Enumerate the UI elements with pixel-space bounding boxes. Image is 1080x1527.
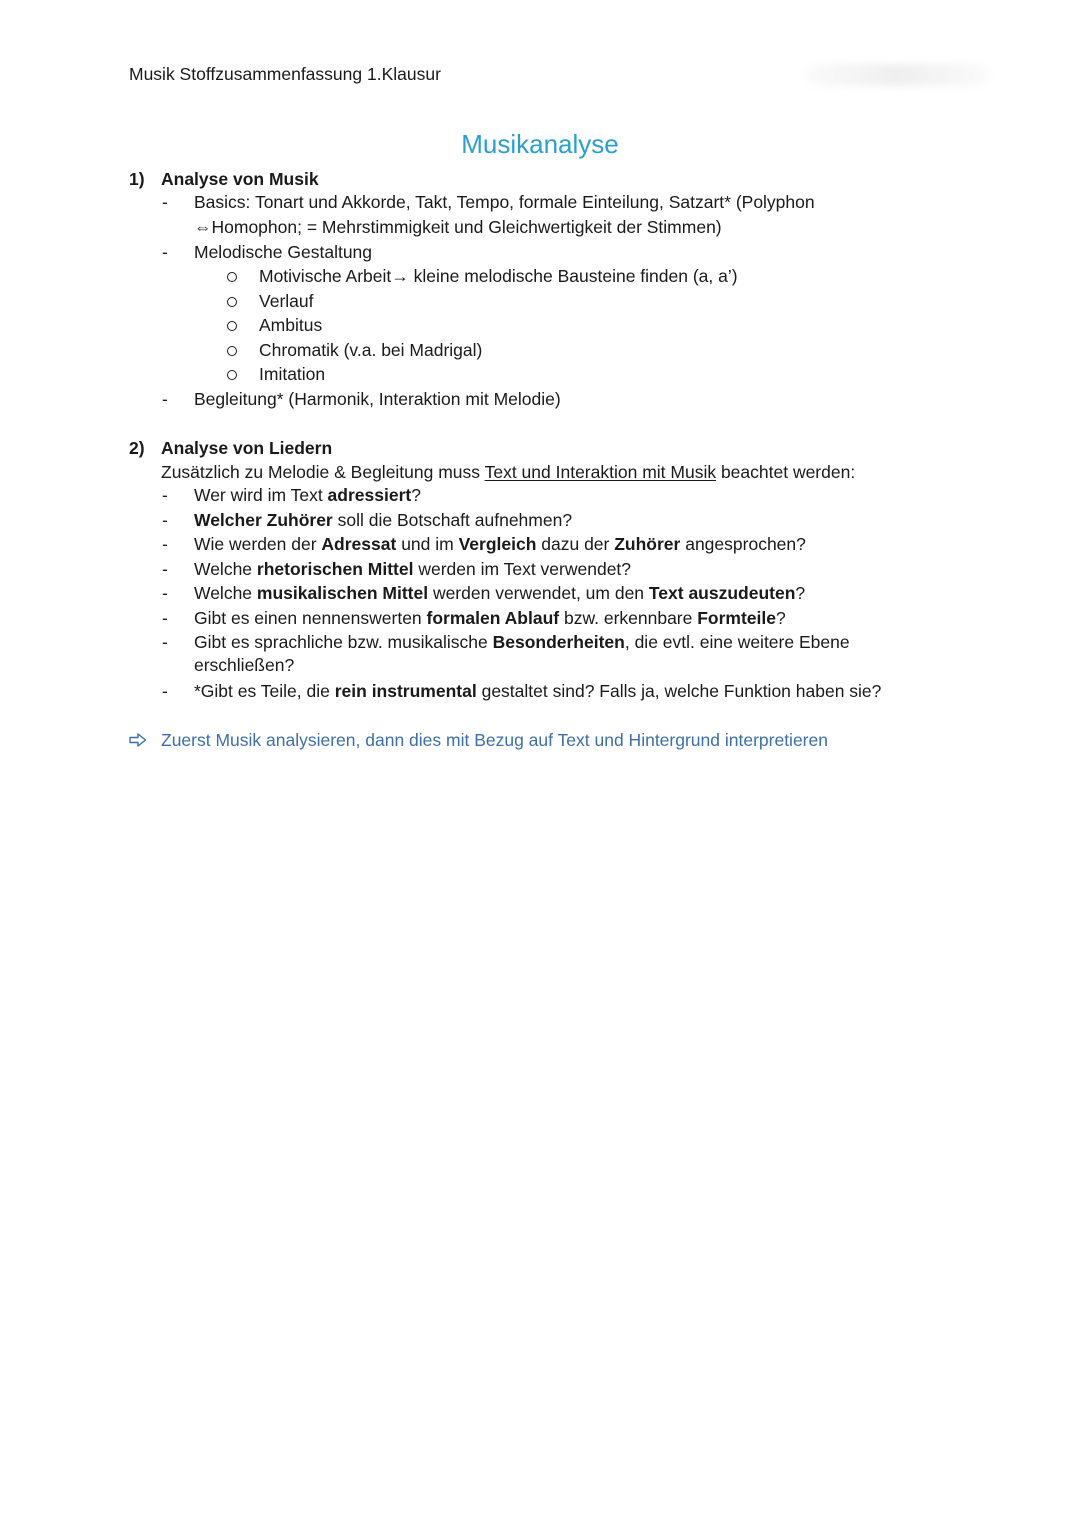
- list-item: Wer wird im Text adressiert?: [194, 485, 421, 505]
- circle-bullet-icon: [227, 370, 237, 380]
- section-number: 1): [129, 169, 145, 189]
- section-number: 2): [129, 438, 145, 458]
- list-dash: -: [162, 632, 168, 652]
- list-dash: -: [162, 608, 168, 628]
- conclusion-note: [129, 729, 828, 751]
- circle-bullet-icon: [227, 321, 237, 331]
- list-item: Welcher Zuhörer soll die Botschaft aufnehmen?: [194, 510, 573, 530]
- list-item: Welche musikalischen Mittel werden verwendet, um den Text auszudeuten?: [194, 583, 806, 603]
- list-dash: -: [162, 583, 168, 603]
- list-item: Begleitung* (Harmonik, Interaktion mit Melodie): [194, 389, 561, 409]
- sub-list-item: Ambitus: [259, 315, 323, 335]
- list-item: Welche rhetorischen Mittel werden im Text verwendet?: [194, 559, 632, 579]
- conclusion-text: Zuerst Musik analysieren, dann dies mit Bezug auf Text und Hintergrund interpretieren: [161, 730, 828, 750]
- redacted-area: [805, 64, 990, 86]
- list-item-continuation: ⇔Homophon; = Mehrstimmigkeit und Gleichwertigkeit der Stimmen): [194, 217, 722, 237]
- list-dash: -: [162, 559, 168, 579]
- list-item: Melodische Gestaltung: [194, 242, 373, 262]
- list-item: Gibt es sprachliche bzw. musikalische Besonderheiten, die evtl. eine weitere Ebene: [194, 632, 850, 652]
- document-title: Musikanalyse: [461, 129, 619, 159]
- list-dash: -: [162, 510, 168, 530]
- sub-list-item: Chromatik (v.a. bei Madrigal): [259, 340, 483, 360]
- list-item-continuation: erschließen?: [194, 655, 295, 675]
- list-dash: -: [162, 485, 168, 505]
- double-arrow-icon: ⇔: [194, 217, 212, 237]
- list-dash: -: [162, 534, 168, 554]
- list-dash: -: [162, 681, 168, 701]
- sub-list-item: Imitation: [259, 364, 326, 384]
- sub-list-item: Verlauf: [259, 291, 314, 311]
- circle-bullet-icon: [227, 346, 237, 356]
- circle-bullet-icon: [227, 297, 237, 307]
- list-item: Basics: Tonart und Akkorde, Takt, Tempo, formale Einteilung, Satzart* (Polyphon: [194, 192, 815, 212]
- sub-list-item: Motivische Arbeit→ kleine melodische Bausteine finden (a, a’): [259, 266, 738, 286]
- right-arrow-icon: →: [391, 266, 409, 286]
- list-item: Wie werden der Adressat und im Vergleich dazu der Zuhörer angesprochen?: [194, 534, 806, 554]
- section-heading: Analyse von Liedern: [161, 438, 333, 458]
- list-dash: -: [162, 242, 168, 262]
- list-dash: -: [162, 192, 168, 212]
- list-item: Gibt es einen nennenswerten formalen Ablauf bzw. erkennbare Formteile?: [194, 608, 786, 628]
- circle-bullet-icon: [227, 272, 237, 282]
- right-arrow-outline-icon: [129, 729, 149, 751]
- section-heading: Analyse von Musik: [161, 169, 319, 189]
- list-dash: -: [162, 389, 168, 409]
- section-intro: Zusätzlich zu Melodie & Begleitung muss Text und Interaktion mit Musik beachtet werden:: [161, 462, 856, 482]
- list-item: *Gibt es Teile, die rein instrumental gestaltet sind? Falls ja, welche Funktion haben sie?: [194, 681, 882, 701]
- header-title: Musik Stoffzusammenfassung 1.Klausur: [129, 64, 441, 84]
